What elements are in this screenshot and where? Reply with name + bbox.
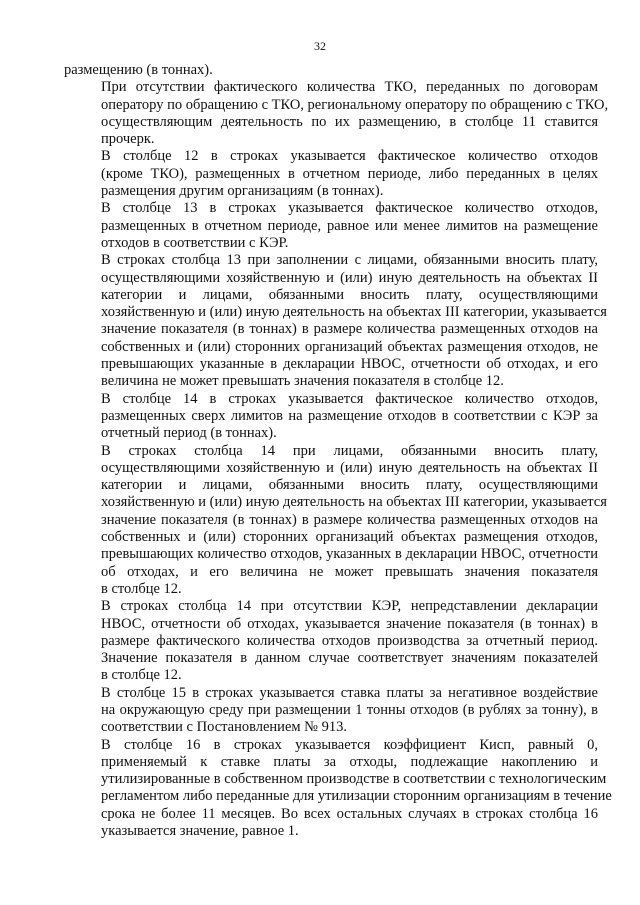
text-line: НВОС, отчетности об отходах, указывается значение показателя (в тоннах) в [101,615,598,632]
text-line: (кроме ТКО), размещенных в отчетном периоде, либо переданных в целях [101,165,598,182]
text-line: значение показателя (в тоннах) в размере количества размещенных отходов на [101,321,598,338]
text-line: размещению (в тоннах). [64,62,213,78]
text-line: В строках столбца 14 при отсутствии КЭР, непредставлении декларации [101,598,598,615]
text-line: в столбце 12. [101,667,182,684]
text-line: В столбце 13 в строках указывается фактическое количество отходов, [101,200,598,217]
text-line: превышающих количество отходов, указанных в декларации НВОС, отчетности [101,546,598,563]
text-line: оператору по обращению с ТКО, региональному оператору по обращению с ТКО, [101,96,609,113]
paragraph [64,148,598,200]
text-line: собственных и (или) сторонних организаций объектах размещения отходов, не [101,338,598,355]
paragraph [64,685,598,737]
text-line: значение показателя (в тоннах) в размере количества размещенных отходов на [101,511,598,528]
page-number: 32 [314,39,326,53]
paragraph [64,391,598,443]
text-line: на окружающую среду при размещении 1 тонны отходов (в рублях за тонну), в [101,701,598,718]
text-line: отчетный период (в тоннах). [101,425,277,442]
text-line: В столбце 15 в строках указывается ставка платы за негативное воздействие [101,684,598,701]
text-line: осуществляющими хозяйственную и (или) иную деятельность на объектах II [101,459,598,476]
text-line: В столбце 12 в строках указывается фактическое количество отходов [101,148,598,165]
text-line: соответствии с Постановлением № 913. [101,719,348,736]
text-line: в столбце 12. [101,580,182,597]
paragraph [64,598,598,684]
text-line: категории и лицами, обязанными вносить плату, осуществляющими [101,477,598,494]
text-line: хозяйственную и (или) иную деятельность на объектах III категории, указывается [101,304,607,321]
text-line: применяемый к ставке платы за отходы, подлежащие накоплению и [101,753,598,770]
paragraph [64,736,612,841]
text-line: регламентом либо переданные для утилизации сторонним организациям в течение [101,788,612,805]
text-line: срока не более 11 месяцев. Во всех остальных случаях в строках столбца 16 [101,805,598,822]
text-line: В строках столбца 13 при заполнении с лицами, обязанными вносить плату, [101,252,598,269]
text-line: В строках столбца 14 при лицами, обязанными вносить плату, [101,442,598,459]
text-line: об отходах, и его величина не может превышать значения показателя [101,563,598,580]
paragraph [64,62,598,79]
text-line: В столбце 16 в строках указывается коэффициент Кисп, равный 0, [101,736,598,753]
text-line: указывается значение, равное 1. [101,823,299,840]
text-line: хозяйственную и (или) иную деятельность на объектах III категории, указывается [101,494,607,511]
text-line: категории и лицами, обязанными вносить плату, осуществляющими [101,286,598,303]
paragraph [64,200,598,252]
text-line: собственных и (или) сторонних организаций объектах размещения отходов, [101,529,598,546]
text-line: Значение показателя в данном случае соответствует значениям показателей [101,650,598,667]
text-line: размере фактического количества отходов производства за отчетный период. [101,632,598,649]
text-line: осуществляющими хозяйственную и (или) иную деятельность на объектах II [101,269,598,286]
text-line: отходов в соответствии с КЭР. [101,234,289,251]
document-body [64,62,612,840]
text-line: утилизированные в собственном производстве в соответствии с технологическим [101,771,607,788]
text-line: размещенных в отчетном периоде, равное или менее лимитов на размещение [101,217,598,234]
text-line: размещенных сверх лимитов на размещение отходов в соответствии с КЭР за [101,407,598,424]
paragraph [64,79,609,148]
paragraph [64,252,607,390]
text-line: превышающих указанные в декларации НВОС, отчетности об отходах, и его [101,356,598,373]
text-line: размещения другим организациям (в тоннах). [101,183,384,200]
text-line: прочерк. [101,131,155,148]
text-line: величина не может превышать значения показателя в столбце 12. [101,373,504,390]
paragraph [64,442,607,599]
text-line: В столбце 14 в строках указывается фактическое количество отходов, [101,390,598,407]
text-line: осуществляющим деятельность по их размещению, в столбце 11 ставится [101,113,598,130]
text-line: При отсутствии фактического количества ТКО, переданных по договорам [101,79,598,96]
